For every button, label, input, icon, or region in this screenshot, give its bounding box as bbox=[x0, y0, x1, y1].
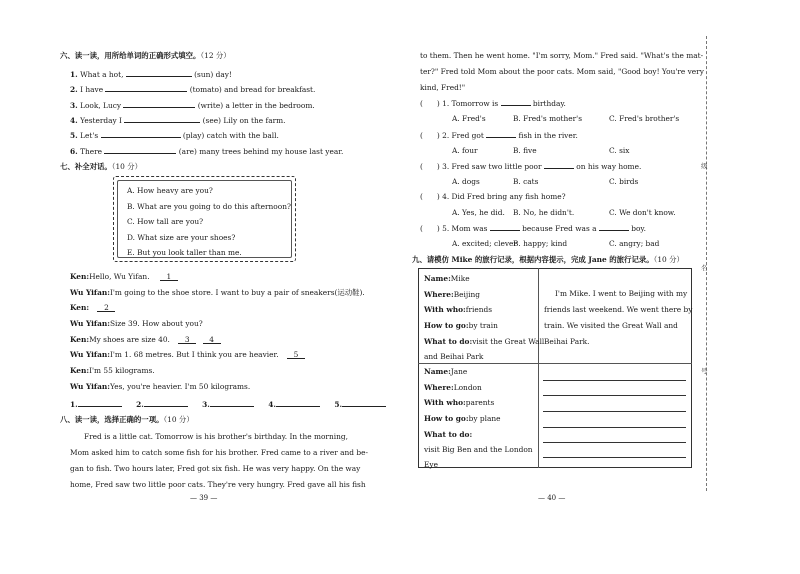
mike-where: Where:Beijing bbox=[424, 290, 481, 299]
q2-option-a[interactable]: A. four bbox=[452, 146, 478, 155]
question-2: ( ) 2. Fred got fish in the river. bbox=[420, 131, 578, 140]
q3-option-c[interactable]: C. birds bbox=[609, 177, 639, 186]
option-a: A. How heavy are you? bbox=[127, 186, 213, 195]
q2-blank[interactable] bbox=[486, 131, 516, 138]
question-5: ( ) 5. Mom was because Fred was a boy. bbox=[420, 224, 646, 233]
s6-blank-3[interactable] bbox=[123, 101, 195, 108]
q4-option-b[interactable]: B. No, he didn't. bbox=[513, 208, 575, 217]
mike-text-1: I'm Mike. I went to Beijing with my bbox=[555, 289, 688, 298]
dialog-line-4: Wu Yifan:Size 39. How about you? bbox=[70, 319, 203, 328]
q3-blank[interactable] bbox=[544, 162, 574, 169]
jane-what-to-do-2: Eye bbox=[424, 460, 438, 469]
s6-blank-1[interactable] bbox=[126, 70, 192, 77]
passage-line-3: gan to fish. Two hours later, Fred got six fish. He was very happy. On the way bbox=[70, 464, 361, 473]
page-number-left: — 39 — bbox=[190, 494, 218, 502]
q5-option-c[interactable]: C. angry; bad bbox=[609, 239, 660, 248]
q2-option-b[interactable]: B. five bbox=[513, 146, 537, 155]
mike-text-3: train. We visited the Great Wall and bbox=[544, 321, 678, 330]
option-b: B. What are you going to do this afternoon? bbox=[127, 202, 291, 211]
s6-item-1: 1. What a hot, (sun) day! bbox=[70, 70, 232, 79]
jane-where: Where:London bbox=[424, 383, 482, 392]
s6-item-4: 4. Yesterday I (see) Lily on the farm. bbox=[70, 116, 286, 125]
option-e: E. But you look taller than me. bbox=[127, 248, 242, 257]
answer-row: 1. 2. 3. 4. 5. bbox=[70, 400, 386, 408]
passage-cont-1: to them. Then he went home. "I'm sorry, Mom." Fred said. "What's the mat- bbox=[420, 51, 704, 60]
dialog-answer-1[interactable]: 1 bbox=[160, 273, 178, 281]
q4-option-a[interactable]: A. Yes, he did. bbox=[452, 208, 505, 217]
s6-blank-4[interactable] bbox=[124, 116, 200, 123]
mike-text-2: friends last weekend. We went there by bbox=[544, 305, 693, 314]
passage-line-2: Mom asked him to catch some fish for his brother. Fred came to a river and be- bbox=[70, 448, 368, 457]
writing-line-3[interactable] bbox=[543, 411, 686, 412]
option-c: C. How tall are you? bbox=[127, 217, 204, 226]
mike-how-to-go: How to go:by train bbox=[424, 321, 498, 330]
q5-blank-2[interactable] bbox=[599, 224, 629, 231]
writing-line-2[interactable] bbox=[543, 395, 686, 396]
s6-item-3: 3. Look, Lucy (write) a letter in the bedroom. bbox=[70, 101, 315, 110]
writing-line-6[interactable] bbox=[543, 457, 686, 458]
s6-item-2: 2. I have (tomato) and bread for breakfast. bbox=[70, 85, 316, 94]
dialog-answer-3[interactable]: 3 bbox=[178, 336, 196, 344]
jane-with-who: With who:parents bbox=[424, 398, 495, 407]
s6-blank-2[interactable] bbox=[105, 85, 187, 92]
answer-blank-2[interactable] bbox=[144, 400, 188, 407]
passage-cont-2: ter?" Fred told Mom about the poor cats. Mom said, "Good boy! You're very bbox=[420, 67, 704, 76]
dialog-line-5: Ken:My shoes are size 40. 3 4 bbox=[70, 336, 221, 344]
s6-blank-5[interactable] bbox=[101, 131, 181, 138]
dialog-line-3: Ken: 2 bbox=[70, 304, 115, 312]
s6-blank-6[interactable] bbox=[104, 147, 176, 154]
dialog-line-7: Ken:I'm 55 kilograms. bbox=[70, 366, 155, 375]
dialog-line-6: Wu Yifan:I'm 1. 68 metres. But I think you are heavier. 5 bbox=[70, 351, 305, 359]
q1-option-b[interactable]: B. Fred's mother's bbox=[513, 114, 582, 123]
q5-option-a[interactable]: A. excited; clever bbox=[452, 239, 517, 248]
jane-what-to-do-1: visit Big Ben and the London bbox=[424, 445, 533, 454]
passage-line-1: Fred is a little cat. Tomorrow is his brother's birthday. In the morning, bbox=[84, 432, 348, 441]
passage-line-4: home, Fred saw two little poor cats. They're very hungry. Fred gave all his fish bbox=[70, 480, 366, 489]
q1-option-c[interactable]: C. Fred's brother's bbox=[609, 114, 680, 123]
section-9-title: 九、请模仿 Mike 的旅行记录，根据内容提示，完成 Jane 的旅行记录。（10 分） bbox=[412, 255, 684, 264]
s6-item-6: 6. There (are) many trees behind my house last year. bbox=[70, 147, 344, 156]
mike-text-4: Beihai Park. bbox=[544, 337, 590, 346]
page-number-right: — 40 — bbox=[538, 494, 566, 502]
side-label-number: 号 bbox=[701, 367, 708, 375]
passage-cont-3: kind, Fred!" bbox=[420, 83, 466, 92]
q1-blank[interactable] bbox=[501, 99, 531, 106]
q1-option-a[interactable]: A. Fred's bbox=[452, 114, 486, 123]
q5-blank-1[interactable] bbox=[490, 224, 520, 231]
mike-what-to-do-cont: and Beihai Park bbox=[424, 352, 484, 361]
writing-line-1[interactable] bbox=[543, 380, 686, 381]
question-3: ( ) 3. Fred saw two little poor on his way home. bbox=[420, 162, 642, 171]
q3-option-a[interactable]: A. dogs bbox=[452, 177, 480, 186]
answer-blank-4[interactable] bbox=[276, 400, 320, 407]
side-label-name: 名 bbox=[701, 264, 708, 272]
q5-option-b[interactable]: B. happy; kind bbox=[513, 239, 568, 248]
jane-what-to-do: What to do: bbox=[424, 430, 473, 439]
answer-blank-3[interactable] bbox=[210, 400, 254, 407]
question-1: ( ) 1. Tomorrow is birthday. bbox=[420, 99, 566, 108]
answer-blank-5[interactable] bbox=[342, 400, 386, 407]
mike-with-who: With who:friends bbox=[424, 305, 493, 314]
table-divider-vertical bbox=[538, 268, 539, 468]
option-d: D. What size are your shoes? bbox=[127, 233, 236, 242]
dialog-line-1: Ken:Hello, Wu Yifan. 1 bbox=[70, 273, 178, 281]
dialog-line-2: Wu Yifan:I'm going to the shoe store. I want to buy a pair of sneakers(运动鞋). bbox=[70, 288, 365, 297]
mike-name: Name:Mike bbox=[424, 274, 470, 283]
answer-blank-1[interactable] bbox=[78, 400, 122, 407]
q4-option-c[interactable]: C. We don't know. bbox=[609, 208, 676, 217]
q3-option-b[interactable]: B. cats bbox=[513, 177, 539, 186]
table-divider-horizontal bbox=[418, 363, 692, 364]
dialog-answer-4[interactable]: 4 bbox=[203, 336, 221, 344]
s6-item-5: 5. Let's (play) catch with the ball. bbox=[70, 131, 279, 140]
jane-name: Name:Jane bbox=[424, 367, 468, 376]
section-7-title: 七、补全对话。（10 分） bbox=[60, 162, 142, 171]
section-6-title: 六、读一读，用所给单词的正确形式填空。（12 分） bbox=[60, 51, 231, 60]
section-8-title: 八、读一读，选择正确的一项。（10 分） bbox=[60, 415, 194, 424]
q2-option-c[interactable]: C. six bbox=[609, 146, 630, 155]
side-label-class: 级 bbox=[701, 162, 708, 170]
dialog-answer-2[interactable]: 2 bbox=[97, 304, 115, 312]
writing-line-4[interactable] bbox=[543, 427, 686, 428]
writing-line-5[interactable] bbox=[543, 442, 686, 443]
dialog-answer-5[interactable]: 5 bbox=[287, 351, 305, 359]
question-4: ( ) 4. Did Fred bring any fish home? bbox=[420, 192, 566, 201]
mike-what-to-do: What to do:visit the Great Wall bbox=[424, 337, 545, 346]
jane-how-to-go: How to go:by plane bbox=[424, 414, 501, 423]
dialog-line-8: Wu Yifan:Yes, you're heavier. I'm 50 kilograms. bbox=[70, 382, 251, 391]
